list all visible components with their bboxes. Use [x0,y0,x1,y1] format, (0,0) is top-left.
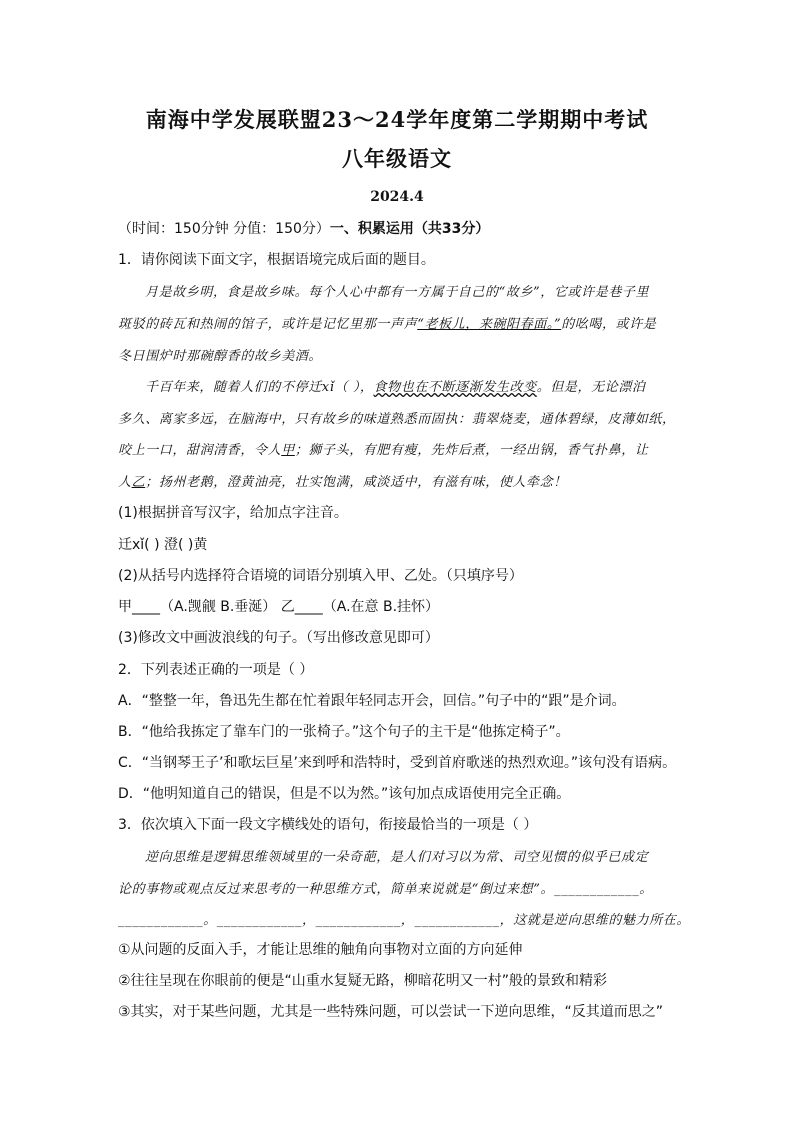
sub-question-1: (1)根据拼音写汉字，给加点字注音。 [118,505,348,521]
question-2-prompt: 2．下列表述正确的一项是（ ） [118,662,314,678]
passage-1-line-2 [118,313,656,332]
passage-text: 的吆喝，或许是 [561,317,657,332]
exam-subtitle: 八年级语文 [342,146,452,171]
wavy-underlined-sentence: 食物也在不断逐渐发生改变 [373,380,537,395]
sub-question-2-answer-blanks[interactable]: 甲____（A.觊觎 B.垂涎） 乙____（A.在意 B.挂怀） [118,599,440,615]
section-heading: 一、积累运用（共33分） [329,221,490,237]
exam-date: 2024.4 [370,189,424,205]
passage-text: 千百年来，随着人们的不停迁xǐ（ ）， [145,380,374,395]
exam-title: 南海中学发展联盟23～24学年度第二学期期中考试 [145,107,649,132]
passage-text: 斑驳的砖瓦和热闹的馆子，或许是记忆里那一声声 [118,317,418,332]
statement-2: ②往往呈现在你眼前的便是“山重水复疑无路，柳暗花明又一村”般的景致和精彩 [118,973,608,989]
question-3-prompt: 3．依次填入下面一段文字横线处的语句，衔接最恰当的一项是（ ） [118,817,538,833]
statement-1: ①从问题的反面入手，才能让思维的触角向事物对立面的方向延伸 [118,942,523,958]
passage-1-line-1: 月是故乡明，食是故乡味。每个人心中都有一方属于自己的“故乡”，它或许是巷子里 [145,285,650,300]
passage-text: 咬上一口，甜润清香，令人 [118,443,282,458]
passage-2-line-4 [118,471,567,490]
exam-info-line [118,218,489,238]
option-d[interactable]: D．“他明知道自己的错误，但是不以为然。”该句加点成语使用完全正确。 [118,786,571,802]
passage-text: 人 [118,475,132,490]
option-a[interactable]: A．“整整一年，鲁迅先生都在忙着跟年轻同志开会，回信。”句子中的“跟”是介词。 [118,693,626,709]
blank-yi[interactable]: 乙 [131,475,146,490]
passage-2-line-3 [118,439,648,458]
passage-3-line-1: 逆向思维是逻辑思维领域里的一朵奇葩，是人们对习以为常、司空见惯的似乎已成定 [145,850,649,865]
passage-1-line-3: 冬日围炉时那碗醇香的故乡美酒。 [118,349,323,364]
exam-meta: （时间：150分钟 分值：150分） [118,221,330,237]
option-c[interactable]: C．“当钢琴王子’和歌坛巨星’来到呼和浩特时，受到首府歌迷的热烈欢迎。”该句没有语病。 [118,755,677,771]
underlined-phrase: “老板儿，来碗阳春面。” [417,317,562,332]
sub-question-2: (2)从括号内选择符合语境的词语分别填入甲、乙处。（只填序号） [118,568,523,584]
sub-question-3: (3)修改文中画波浪线的句子。（写出修改意见即可） [118,630,439,646]
blank-jia[interactable]: 甲 [281,443,295,458]
statement-3: ③其实，对于某些问题，尤其是一些特殊问题，可以尝试一下逆向思维，“反其道而思之” [118,1004,664,1020]
passage-2-line-1 [145,376,646,395]
sub-question-1-answer-blanks[interactable]: 迁xǐ( ) 澄( )黄 [118,537,208,553]
passage-text: 。但是，无论漂泊 [536,380,646,395]
passage-text: ；狮子头，有肥有瘦，先炸后煮，一经出锅，香气扑鼻，让 [294,443,649,458]
option-b[interactable]: B．“他给我拣定了靠车门的一张椅子。”这个句子的主干是“他拣定椅子”。 [118,724,570,740]
passage-2-line-2: 多久、离家多远，在脑海中，只有故乡的味道熟悉而固执：翡翠烧麦，通体碧绿，皮薄如纸， [118,412,676,427]
passage-3-line-2: 论的事物或观点反过来思考的一种思维方式，简单来说就是“倒过来想”。____________。 [118,882,653,897]
passage-text: ；扬州老鹅，澄黄油亮，壮实饱满，咸淡适中，有滋有味，使人牵念！ [145,475,567,490]
question-1-prompt: 1．请你阅读下面文字，根据语境完成后面的题目。 [118,252,435,268]
passage-3-line-3: ____________。____________，____________，____________，这就是逆向思维的魅力所在。 [118,913,690,928]
